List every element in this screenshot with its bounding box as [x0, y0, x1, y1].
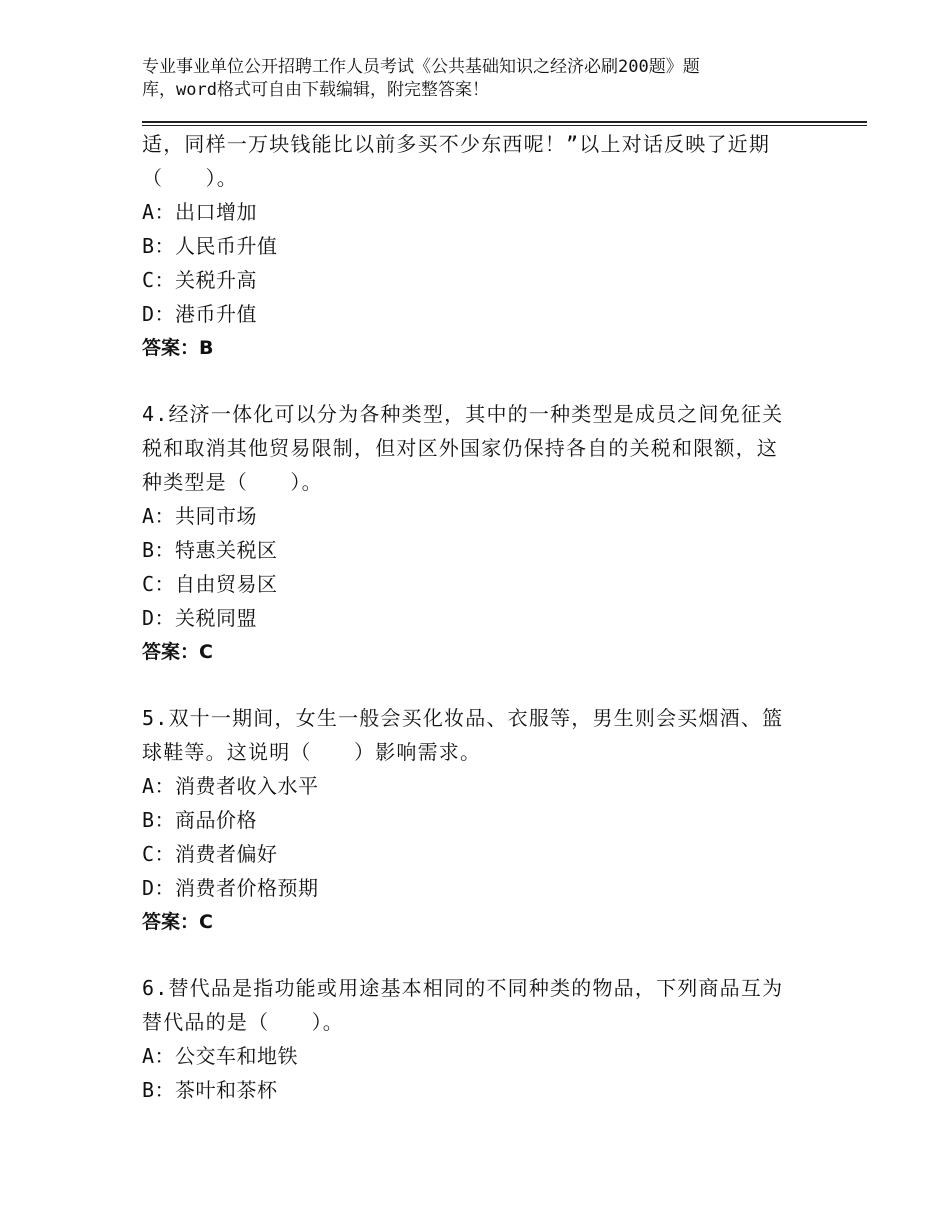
question-stem-line: 种类型是（ ）。	[142, 470, 323, 494]
question-stem-line: 适，同样一万块钱能比以前多买不少东西呢！”以上对话反映了近期	[142, 132, 771, 156]
question-stem-line: 球鞋等。这说明（ ）影响需求。	[142, 740, 482, 764]
answer: 答案：C	[142, 641, 213, 663]
header-rule-thick	[142, 121, 867, 123]
option-a: A：出口增加	[142, 200, 258, 224]
question-list	[142, 127, 802, 1107]
option-a: A：共同市场	[142, 504, 258, 528]
option-d: D：港币升值	[142, 302, 258, 326]
option-b: B：商品价格	[142, 808, 258, 832]
question-stem-line: 5.双十一期间，女生一般会买化妆品、衣服等，男生则会买烟酒、篮	[142, 706, 784, 730]
option-c: C：自由贸易区	[142, 572, 278, 596]
option-d: D：消费者价格预期	[142, 876, 319, 900]
question-6	[142, 971, 802, 1107]
question-stem-line: 替代品的是（ ）。	[142, 1010, 344, 1034]
question-stem-line: （ ）。	[142, 166, 238, 190]
option-b: B：茶叶和茶杯	[142, 1078, 278, 1102]
option-b: B：人民币升值	[142, 234, 278, 258]
answer: 答案：C	[142, 911, 213, 933]
option-d: D：关税同盟	[142, 606, 258, 630]
option-b: B：特惠关税区	[142, 538, 278, 562]
question-5	[142, 701, 802, 939]
option-a: A：公交车和地铁	[142, 1044, 299, 1068]
question-stem-line: 税和取消其他贸易限制，但对区外国家仍保持各自的关税和限额，这	[142, 436, 778, 460]
header-line-1: 专业事业单位公开招聘工作人员考试《公共基础知识之经济必刷200题》题	[142, 57, 700, 77]
header-rule-thin	[142, 125, 867, 126]
answer: 答案：B	[142, 337, 214, 359]
header-line-2: 库，word格式可自由下载编辑，附完整答案！	[142, 80, 489, 100]
question-4	[142, 397, 802, 669]
question-3	[142, 127, 802, 365]
question-stem-line: 6.替代品是指功能或用途基本相同的不同种类的物品，下列商品互为	[142, 976, 784, 1000]
option-a: A：消费者收入水平	[142, 774, 319, 798]
question-stem-line: 4.经济一体化可以分为各种类型，其中的一种类型是成员之间免征关	[142, 402, 784, 426]
option-c: C：消费者偏好	[142, 842, 278, 866]
option-c: C：关税升高	[142, 268, 258, 292]
document-header	[142, 56, 782, 102]
